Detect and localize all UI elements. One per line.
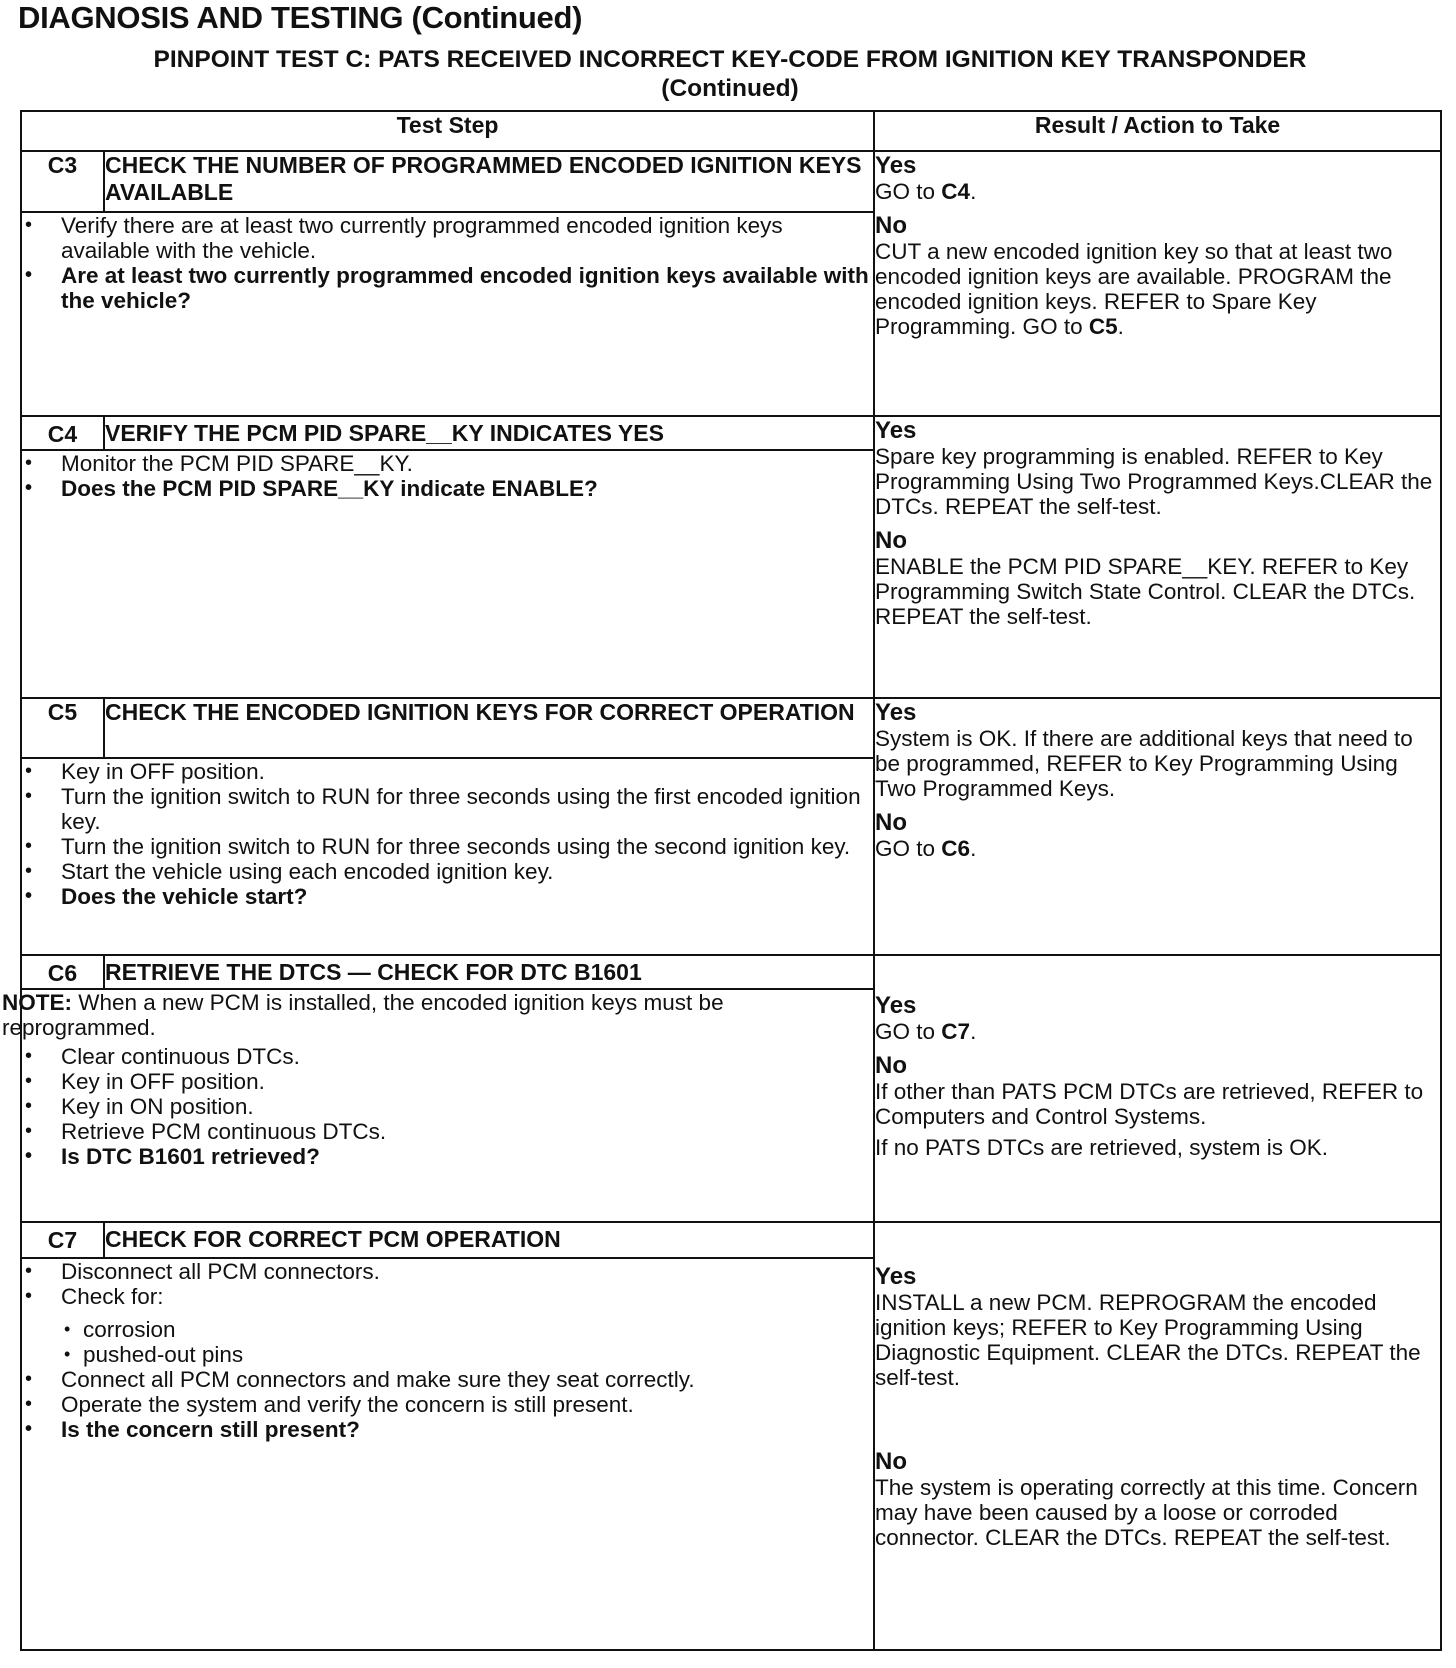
step-result <box>874 1222 1441 1650</box>
step-question: • Is DTC B1601 retrieved? <box>22 1144 873 1169</box>
step-item: • Clear continuous DTCs. <box>22 1044 873 1069</box>
step-title: CHECK FOR CORRECT PCM OPERATION <box>104 1222 874 1258</box>
yes-tail: . <box>970 1019 977 1044</box>
no-text: The system is operating correctly at this time. Concern may have been caused by a loose or corroded connector. CLEAR the DTCs. REPEAT the self-test. <box>875 1475 1418 1550</box>
no-target-link[interactable]: C6 <box>941 836 971 861</box>
yes-label: Yes <box>875 152 917 179</box>
step-item-text: Check for: <box>61 1284 164 1309</box>
no-tail: . <box>1117 314 1124 339</box>
note-label: NOTE: <box>2 990 72 1015</box>
step-title: CHECK THE ENCODED IGNITION KEYS FOR CORRECT OPERATION <box>104 698 874 758</box>
step-list <box>22 759 873 909</box>
pinpoint-test-table <box>2 110 1442 1651</box>
sub-item: • corrosion <box>61 1317 873 1342</box>
result-no <box>875 212 1440 339</box>
step-body <box>21 1258 874 1650</box>
result-yes <box>875 152 1440 204</box>
step-list <box>22 1259 873 1442</box>
yes-label: Yes <box>875 417 917 444</box>
step-result <box>874 955 1441 1222</box>
step-item: • Key in OFF position. <box>22 759 873 784</box>
result-yes <box>875 992 1440 1044</box>
step-item: • Turn the ignition switch to RUN for three seconds using the first encoded ignition key. <box>22 784 873 834</box>
step-result <box>874 698 1441 955</box>
table-header-row <box>21 111 1441 151</box>
no-tail: . <box>970 836 977 861</box>
test-title-continued: (Continued) <box>661 75 799 102</box>
yes-target-link[interactable]: C4 <box>941 179 971 204</box>
step-body <box>21 758 874 955</box>
no-text: If other than PATS PCM DTCs are retrieved, REFER to Computers and Control Systems. <box>875 1079 1424 1129</box>
step-question: • Is the concern still present? <box>22 1417 873 1442</box>
step-id: C3 <box>21 151 104 212</box>
yes-text: INSTALL a new PCM. REPROGRAM the encoded ignition keys; REFER to Key Programming Using Diagnostic Equipment. CLEAR the DTCs. REPEAT the self-test. <box>875 1290 1421 1390</box>
result-no <box>875 1052 1440 1160</box>
step-item: • Verify there are at least two currently programmed encoded ignition keys available with the vehicle. <box>22 213 873 263</box>
step-body <box>21 212 874 416</box>
note-text: When a new PCM is installed, the encoded ignition keys must be reprogrammed. <box>2 990 724 1040</box>
step-header-row-c7 <box>21 1222 1441 1258</box>
step-result <box>874 416 1441 698</box>
step-question: • Are at least two currently programmed encoded ignition keys available with the vehicle? <box>22 263 873 313</box>
step-note <box>2 990 873 1040</box>
step-list <box>22 451 873 501</box>
sub-item: • pushed-out pins <box>61 1342 873 1367</box>
yes-label: Yes <box>875 992 917 1019</box>
no-text: GO to <box>875 836 942 861</box>
step-header-row-c5 <box>21 698 1441 758</box>
yes-label: Yes <box>875 1263 917 1290</box>
no-label: No <box>875 809 908 836</box>
col-header-test-step: Test Step <box>21 111 874 151</box>
result-yes <box>875 699 1440 801</box>
step-id: C7 <box>21 1222 104 1258</box>
yes-text: Spare key programming is enabled. REFER to Key Programming Using Two Programmed Keys.CLEAR the DTCs. REPEAT the self-test. <box>875 444 1433 519</box>
no-text: ENABLE the PCM PID SPARE__KEY. REFER to Key Programming Switch State Control. CLEAR the DTCs. REPEAT the self-test. <box>875 554 1416 629</box>
step-item: • Key in OFF position. <box>22 1069 873 1094</box>
step-item: • Operate the system and verify the concern is still present. <box>22 1392 873 1417</box>
no-text-extra: If no PATS DTCs are retrieved, system is OK. <box>875 1135 1329 1160</box>
no-label: No <box>875 1052 908 1079</box>
test-title-line: PINPOINT TEST C: PATS RECEIVED INCORRECT KEY-CODE FROM IGNITION KEY TRANSPONDER <box>153 46 1307 73</box>
step-item: • Turn the ignition switch to RUN for three seconds using the second ignition key. <box>22 834 873 859</box>
step-body <box>2 989 874 1222</box>
step-title: CHECK THE NUMBER OF PROGRAMMED ENCODED IGNITION KEYS AVAILABLE <box>104 151 874 212</box>
no-label: No <box>875 1448 908 1475</box>
yes-target-link[interactable]: C7 <box>941 1019 971 1044</box>
step-item: • Retrieve PCM continuous DTCs. <box>22 1119 873 1144</box>
result-no <box>875 1448 1440 1550</box>
no-target-link[interactable]: C5 <box>1088 314 1118 339</box>
result-no <box>875 527 1440 629</box>
step-question: • Does the vehicle start? <box>22 884 873 909</box>
step-question: • Does the PCM PID SPARE__KY indicate ENABLE? <box>22 476 873 501</box>
step-item: • Disconnect all PCM connectors. <box>22 1259 873 1284</box>
step-id: C4 <box>21 416 104 450</box>
col-header-result: Result / Action to Take <box>874 111 1441 151</box>
yes-text: GO to <box>875 1019 942 1044</box>
step-item: • Monitor the PCM PID SPARE__KY. <box>22 451 873 476</box>
page-heading: DIAGNOSIS AND TESTING (Continued) <box>18 0 583 35</box>
step-list <box>22 1044 873 1169</box>
pinpoint-test-title <box>20 45 1440 103</box>
step-item: • Start the vehicle using each encoded ignition key. <box>22 859 873 884</box>
yes-tail: . <box>970 179 977 204</box>
result-yes <box>875 417 1440 519</box>
step-list <box>22 213 873 313</box>
yes-text: System is OK. If there are additional keys that need to be programmed, REFER to Key Programming Using Two Programmed Keys. <box>875 726 1413 801</box>
yes-label: Yes <box>875 699 917 726</box>
sub-list <box>61 1317 873 1367</box>
step-body <box>21 450 874 698</box>
step-result <box>874 151 1441 416</box>
no-text: CUT a new encoded ignition key so that at least two encoded ignition keys are available. PROGRAM the encoded ignition keys. REFER to Spare Key Programming. GO to <box>875 239 1393 339</box>
step-item: • Connect all PCM connectors and make sure they seat correctly. <box>22 1367 873 1392</box>
step-item: • Key in ON position. <box>22 1094 873 1119</box>
step-item <box>22 1284 873 1367</box>
step-header-row-c6 <box>21 955 1441 989</box>
no-label: No <box>875 527 908 554</box>
result-no <box>875 809 1440 861</box>
step-id: C5 <box>21 698 104 758</box>
step-id: C6 <box>21 955 104 989</box>
yes-text: GO to <box>875 179 942 204</box>
result-yes <box>875 1263 1440 1390</box>
step-title: VERIFY THE PCM PID SPARE__KY INDICATES YES <box>104 416 874 450</box>
step-title: RETRIEVE THE DTCS — CHECK FOR DTC B1601 <box>104 955 874 989</box>
step-header-row-c3 <box>21 151 1441 212</box>
no-label: No <box>875 212 908 239</box>
step-header-row-c4 <box>21 416 1441 450</box>
